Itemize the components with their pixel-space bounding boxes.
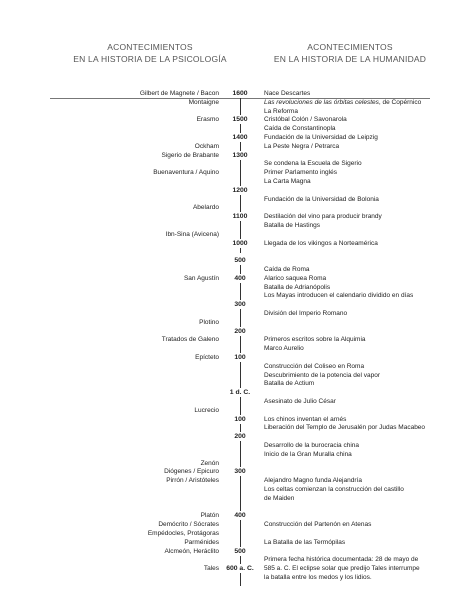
year-marker: 100 <box>222 415 258 424</box>
psychology-event: Ibn-Sina (Avicena) <box>165 230 219 238</box>
psychology-header-line-2: EN LA HISTORIA DE LA PSICOLOGÍA <box>73 53 227 64</box>
humanity-event: Construcción del Partenón en Atenas <box>264 521 372 529</box>
humanity-event: Las revoluciones de las órbitas celestes, de Copérnico <box>264 98 422 106</box>
year-marker: 1100 <box>222 212 258 221</box>
psychology-event: Diógenes / Epicuro <box>164 468 219 476</box>
psychology-event: Platón <box>200 512 219 520</box>
psychology-event: Empédocles, Protágoras <box>147 530 219 537</box>
year-marker: 1 d. C. <box>222 388 258 397</box>
humanity-event: Caída de Constantinopla <box>264 125 336 133</box>
psychology-event: Epícteto <box>195 354 219 361</box>
humanity-event: Alarico saquea Roma <box>264 274 327 282</box>
year-marker: 1500 <box>222 115 258 124</box>
humanity-event: de Maiden <box>264 494 295 502</box>
year-marker: 500 <box>222 256 258 265</box>
psychology-event: Lucrecio <box>194 406 219 414</box>
psychology-event: Abelardo <box>192 204 219 212</box>
humanity-event: Llegada de los vikingos a Norteamérica <box>264 239 378 247</box>
psychology-event: Erasmo <box>196 116 219 124</box>
humanity-event: 585 a. C. El eclipse solar que predijo Tales interrumpe <box>264 565 420 573</box>
humanity-event: Batalla de Hastings <box>264 222 321 229</box>
humanity-event: La Peste Negra / Petrarca <box>264 142 340 150</box>
year-marker: 1300 <box>222 151 258 160</box>
humanity-event: La Reforma <box>264 107 298 115</box>
timeline-row <box>0 573 474 583</box>
psychology-event: Montaigne <box>188 98 219 106</box>
year-marker: 500 <box>222 547 258 556</box>
psychology-event: Alcmeón, Heráclito <box>164 547 219 555</box>
humanity-event: Batalla de Actium <box>264 380 315 388</box>
humanity-event: Inicio de la Gran Muralla china <box>264 450 352 458</box>
humanity-event: Destilación del vino para producir brandy <box>264 213 382 221</box>
psychology-event: San Agustín <box>183 274 219 282</box>
year-marker: 1400 <box>222 133 258 142</box>
humanity-event: Los Mayas introducen el calendario dividido en días <box>264 292 414 300</box>
humanity-event: Descubrimiento de la potencia del vapor <box>264 371 380 379</box>
humanity-header-line-2: EN LA HISTORIA DE LA HUMANIDAD <box>273 53 427 64</box>
psychology-event: Pirrón / Aristóteles <box>166 477 219 485</box>
humanity-event: Marco Aurelio <box>264 345 304 353</box>
humanity-event: Primera fecha histórica documentada: 28 de mayo de <box>264 556 419 564</box>
humanity-event: la batalla entre los medos y los lidios. <box>264 574 372 581</box>
year-marker: 400 <box>222 511 258 520</box>
humanity-event: Alejandro Magno funda Alejandría <box>264 477 362 485</box>
year-marker: 400 <box>222 274 258 283</box>
humanity-event: Cristóbal Colón / Savonarola <box>264 116 347 124</box>
humanity-event: La Batalla de las Termópilas <box>264 538 346 546</box>
psychology-event: Sigerio de Brabante <box>161 151 219 159</box>
humanity-event: Los celtas comienzan la construcción del castillo <box>264 486 404 493</box>
psychology-event: Gilbert de Magnete / Bacon <box>139 90 219 97</box>
year-marker: 200 <box>222 327 258 336</box>
year-marker: 300 <box>222 300 258 309</box>
psychology-event: Buenaventura / Aquino <box>153 169 219 177</box>
humanity-event: La Carta Magna <box>264 178 311 185</box>
psychology-event: Tales <box>203 565 219 573</box>
psychology-event: Parménides <box>184 538 219 546</box>
humanity-event: Primeros escritos sobre la Alquimia <box>264 336 366 344</box>
psychology-event: Zenón <box>200 459 219 467</box>
humanity-event: Nace Descartes <box>264 90 311 97</box>
humanity-event: Batalla de Adrianópolis <box>264 283 331 291</box>
year-marker: 200 <box>222 432 258 441</box>
year-marker: 1600 <box>222 89 258 98</box>
humanity-event: Se condena la Escuela de Sigerio <box>264 160 362 168</box>
psychology-event: Demócrito / Sócrates <box>158 521 219 529</box>
book-title: Las revoluciones de las órbitas celestes <box>264 98 379 106</box>
humanity-event: Los chinos inventan el arnés <box>264 415 347 423</box>
psychology-event: Plotino <box>199 318 219 326</box>
humanity-event: Desarrollo de la burocracia china <box>264 442 360 449</box>
year-marker: 300 <box>222 467 258 476</box>
humanity-event: Fundación de la Universidad de Leipzig <box>264 134 378 141</box>
psychology-event: Tratados de Galeno <box>161 336 219 344</box>
year-marker: 1200 <box>222 186 258 195</box>
psychology-header-line-1: ACONTECIMIENTOS <box>107 42 193 52</box>
year-marker: 1000 <box>222 239 258 248</box>
humanity-header-line-1: ACONTECIMIENTOS <box>307 42 393 52</box>
humanity-event: Liberación del Templo de Jerusalén por Judas Macabeo <box>264 424 426 432</box>
humanity-event: Construcción del Coliseo en Roma <box>264 362 365 370</box>
humanity-event: Primer Parlamento inglés <box>264 169 337 177</box>
humanity-event: Asesinato de Julio César <box>264 398 336 405</box>
year-marker: 600 a. C. <box>222 564 258 573</box>
psychology-event: Ockham <box>194 142 219 150</box>
humanity-event: Fundación de la Universidad de Bolonia <box>264 195 379 203</box>
year-marker: 100 <box>222 353 258 362</box>
humanity-event: División del Imperio Romano <box>264 310 348 317</box>
humanity-event: Caída de Roma <box>264 266 310 273</box>
